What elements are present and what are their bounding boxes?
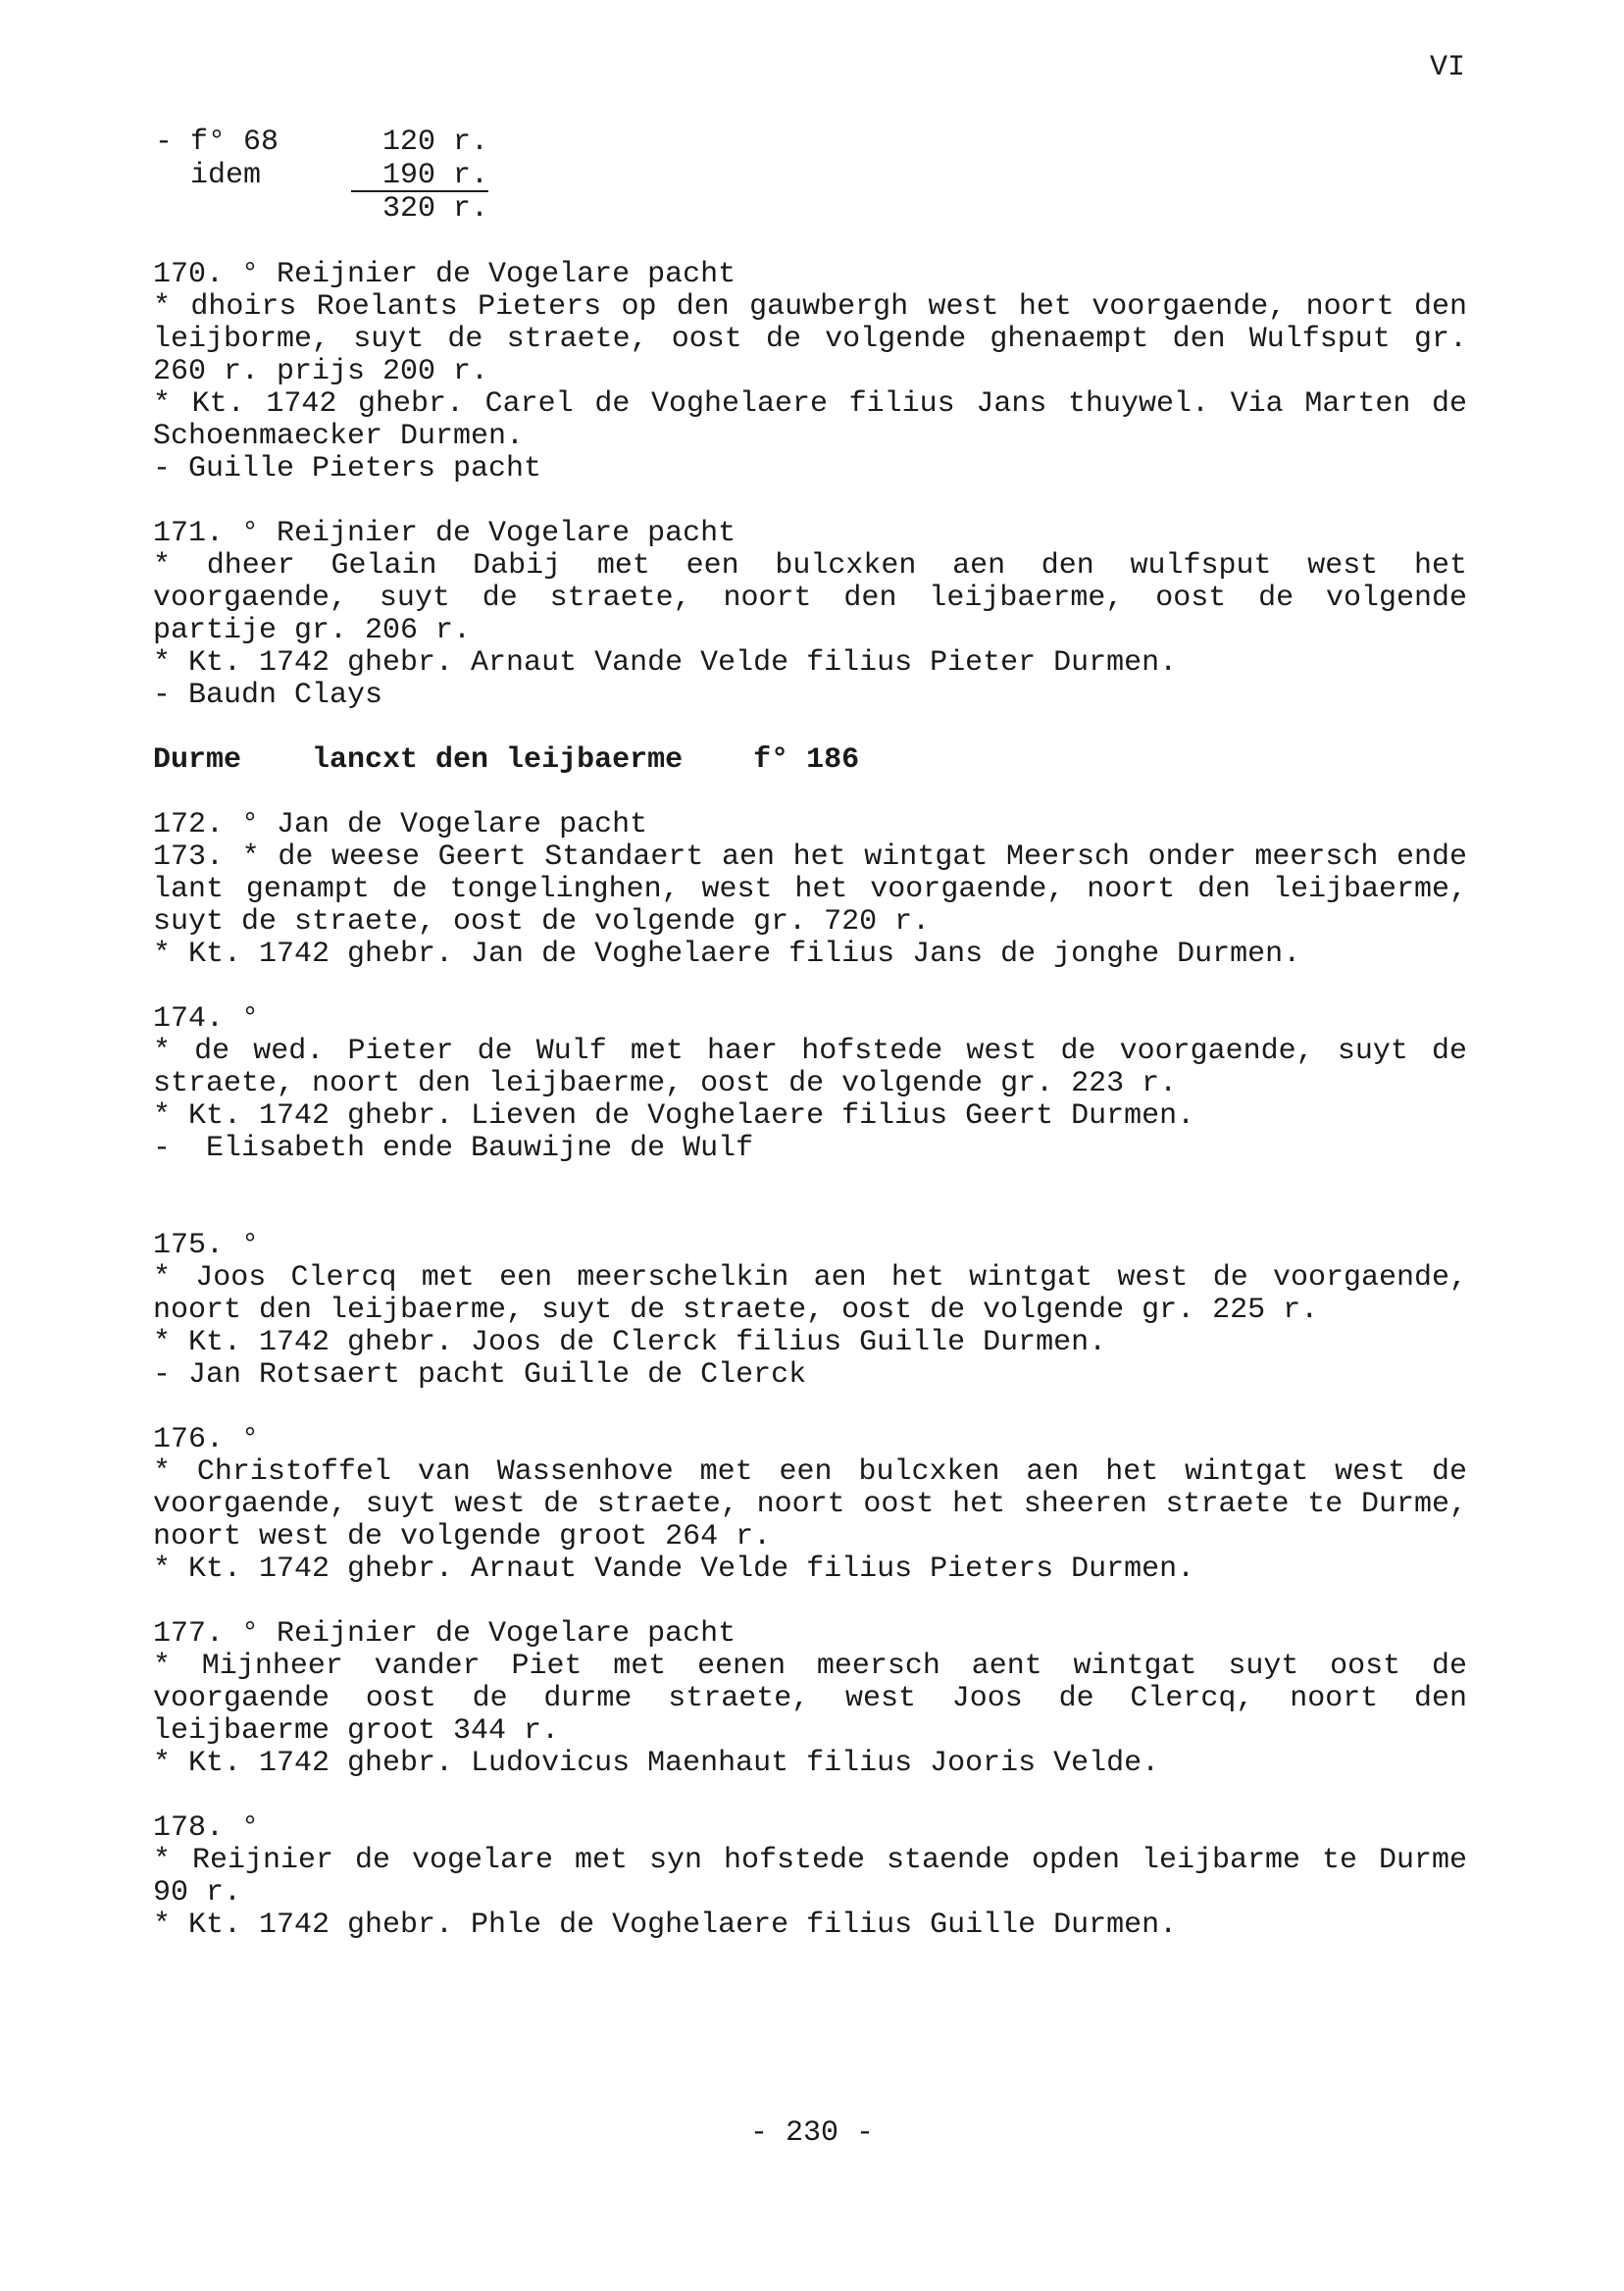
entry-description: * dheer Gelain Dabij met een bulcxken aen den wulfsput west het voorgaende, suyt de straete, noort den leijbaerme, oost de volgende partije gr. 206 r. xyxy=(153,549,1486,647)
entry-description: * de wed. Pieter de Wulf met haer hofstede west de voorgaende, suyt de straete, noort den leijbaerme, oost de volgende gr. 223 r. xyxy=(153,1035,1486,1100)
sum-row xyxy=(155,126,488,159)
entry-tenant: - Jan Rotsaert pacht Guille de Clerck xyxy=(153,1358,807,1392)
entry-owners: - Elisabeth ende Bauwijne de Wulf xyxy=(153,1132,754,1165)
entry-cadastre-note: * Kt. 1742 ghebr. Carel de Voghelaere filius Jans thuywel. Via Marten de Schoenmaecker Durmen. xyxy=(153,387,1486,453)
entry-heading: 175. ° xyxy=(153,1229,260,1262)
entry-tenant: - Guille Pieters pacht xyxy=(153,452,542,485)
page-marker: VI xyxy=(1430,51,1466,84)
sum-row xyxy=(155,159,488,192)
entry-175 xyxy=(153,1229,1486,1392)
entry-171 xyxy=(153,517,1486,712)
entry-heading: 170. ° Reijnier de Vogelare pacht xyxy=(153,258,736,291)
entry-177 xyxy=(153,1617,1486,1780)
entry-cadastre-note: * Kt. 1742 ghebr. Jan de Voghelaere filius Jans de jonghe Durmen. xyxy=(153,938,1301,971)
entry-172-173 xyxy=(153,808,1486,971)
entry-tenant: - Baudn Clays xyxy=(153,679,383,712)
entry-cadastre-note: * Kt. 1742 ghebr. Joos de Clerck filius Guille Durmen. xyxy=(153,1326,1107,1359)
entry-heading: 177. ° Reijnier de Vogelare pacht xyxy=(153,1617,736,1651)
sum-amount: 120 r. xyxy=(381,126,488,159)
entry-170 xyxy=(153,258,1486,485)
entry-description: * Joos Clercq met een meerschelkin aen het wintgat west de voorgaende, noort den leijbaerme, suyt de straete, oost de volgende gr. 225 r. xyxy=(153,1261,1486,1327)
page-number: - 230 - xyxy=(749,2116,875,2150)
entry-cadastre-note: * Kt. 1742 ghebr. Lieven de Voghelaere filius Geert Durmen. xyxy=(153,1099,1195,1133)
entry-cadastre-note: * Kt. 1742 ghebr. Phle de Voghelaere filius Guille Durmen. xyxy=(153,1909,1178,1942)
sum-label: idem xyxy=(155,159,262,192)
sum-total-row xyxy=(155,192,488,226)
entry-description: * Christoffel van Wassenhove met een bulcxken aen het wintgat west de voorgaende, suyt west de straete, noort oost het sheeren straete te Durme, noort west de volgende groot 264 r. xyxy=(153,1455,1486,1553)
entry-176 xyxy=(153,1423,1486,1586)
entry-description: * Reijnier de vogelare met syn hofstede staende opden leijbarme te Durme 90 r. xyxy=(153,1844,1486,1909)
entry-cadastre-note: * Kt. 1742 ghebr. Arnaut Vande Velde filius Pieters Durmen. xyxy=(153,1553,1195,1586)
entry-description: * dhoirs Roelants Pieters op den gauwbergh west het voorgaende, noort den leijborme, suyt de straete, oost de volgende ghenaempt den Wulfsput gr. 260 r. prijs 200 r. xyxy=(153,290,1486,388)
entry-heading: 176. ° xyxy=(153,1423,260,1456)
entry-174 xyxy=(153,1002,1486,1165)
entry-heading: 172. ° Jan de Vogelare pacht xyxy=(153,808,648,841)
section-heading: Durme lancxt den leijbaerme f° 186 xyxy=(153,743,860,777)
entry-cadastre-note: * Kt. 1742 ghebr. Ludovicus Maenhaut filius Jooris Velde. xyxy=(153,1747,1160,1780)
entry-heading: 171. ° Reijnier de Vogelare pacht xyxy=(153,517,736,550)
entry-heading: 178. ° xyxy=(153,1811,260,1845)
entry-description: * Mijnheer vander Piet met eenen meersch aent wintgat suyt oost de voorgaende oost de durme straete, west Joos de Clercq, noort den leijbaerme groot 344 r. xyxy=(153,1650,1486,1748)
entry-heading: 174. ° xyxy=(153,1002,260,1036)
sum-amount-underlined: 190 r. xyxy=(351,159,488,192)
entries-body xyxy=(153,258,1486,1974)
entry-cadastre-note: * Kt. 1742 ghebr. Arnaut Vande Velde filius Pieter Durmen. xyxy=(153,646,1178,680)
sum-label xyxy=(155,192,351,226)
folio-sum-block xyxy=(155,126,488,226)
sum-total: 320 r. xyxy=(381,192,488,226)
entry-description: 173. * de weese Geert Standaert aen het wintgat Meersch onder meersch ende lant genampt de tongelinghen, west het voorgaende, noort den leijbaerme, suyt de straete, oost de volgende gr. 720 r. xyxy=(153,840,1486,939)
sum-label: - f° 68 xyxy=(155,126,279,159)
entry-178 xyxy=(153,1811,1486,1942)
